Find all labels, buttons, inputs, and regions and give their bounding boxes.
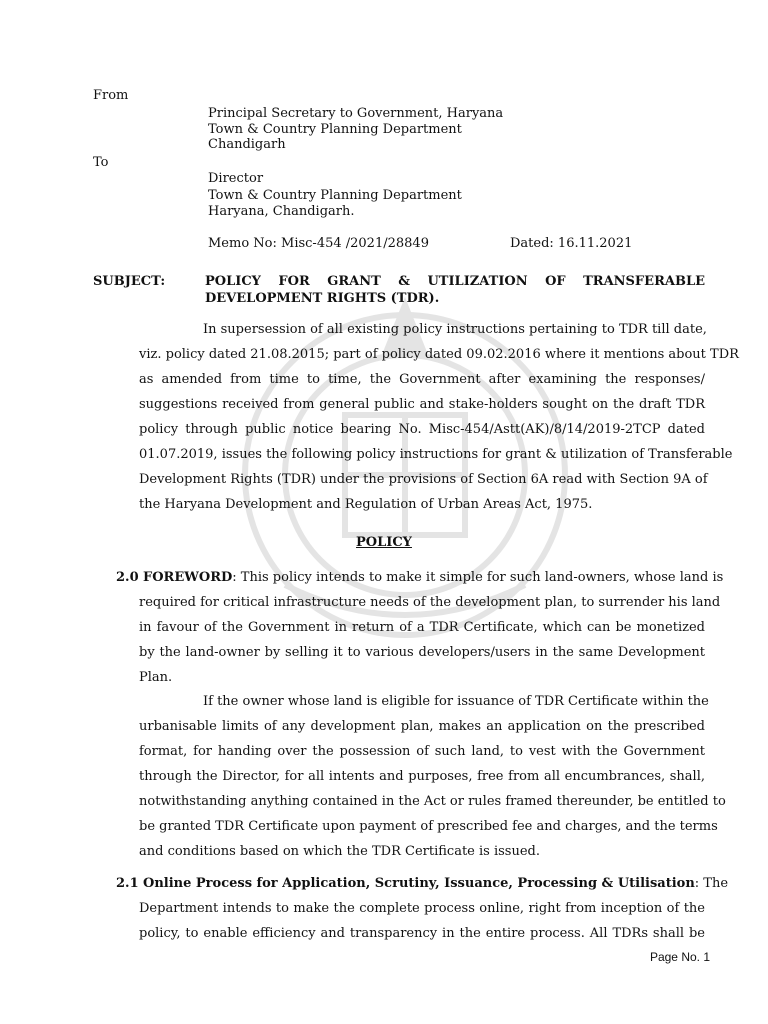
section-2-1-first-line xyxy=(143,876,729,892)
from-line-2: Town & Country Planning Department xyxy=(208,122,462,137)
from-line-3: Chandigarh xyxy=(208,137,286,152)
subject-line-1: POLICY FOR GRANT & UTILIZATION OF TRANSFERABLE xyxy=(205,274,705,289)
section-2-1-number: 2.1 xyxy=(116,876,139,891)
section-2-0-para2-line-3: format, for handing over the possession of such land, to vest with the Government xyxy=(139,744,705,759)
memo-number: Memo No: Misc-454 /2021/28849 xyxy=(208,236,429,251)
to-line-1: Director xyxy=(208,171,264,186)
memo-date: Dated: 16.11.2021 xyxy=(510,236,633,251)
intro-line-4: suggestions received from general public and stake-holders sought on the draft TDR xyxy=(139,397,705,412)
section-2-0-para2-line-4: through the Director, for all intents and purposes, free from all encumbrances, shall, xyxy=(139,769,705,784)
subject-label: SUBJECT: xyxy=(93,274,166,289)
intro-line-8: the Haryana Development and Regulation of Urban Areas Act, 1975. xyxy=(139,497,593,512)
from-label: From xyxy=(93,88,129,103)
section-2-0-line-4: Plan. xyxy=(139,670,173,685)
intro-line-7: Development Rights (TDR) under the provisions of Section 6A read with Section 9A of xyxy=(139,472,708,487)
intro-line-6: 01.07.2019, issues the following policy instructions for grant & utilization of Transferable xyxy=(139,447,733,462)
section-2-0-para2-line-1: If the owner whose land is eligible for issuance of TDR Certificate within the xyxy=(203,694,709,709)
section-2-0-line-1: required for critical infrastructure needs of the development plan, to surrender his land xyxy=(139,595,721,610)
section-2-0-para2-line-7: and conditions based on which the TDR Certificate is issued. xyxy=(139,844,540,859)
section-2-0-para2-line-5: notwithstanding anything contained in the Act or rules framed thereunder, be entitled to xyxy=(139,794,726,809)
section-2-0-title: FOREWORD xyxy=(143,570,233,585)
section-2-1-title: Online Process for Application, Scrutiny, Issuance, Processing & Utilisation xyxy=(143,876,695,891)
to-line-3: Haryana, Chandigarh. xyxy=(208,204,355,219)
intro-line-2: viz. policy dated 21.08.2015; part of policy dated 09.02.2016 where it mentions about TDR xyxy=(139,347,739,362)
page-number: Page No. 1 xyxy=(649,950,710,964)
section-2-1-first-line-rest: : The xyxy=(694,876,729,891)
section-2-1-line-2: policy, to enable efficiency and transparency in the entire process. All TDRs shall be xyxy=(139,926,705,941)
section-2-0-first-line xyxy=(143,570,724,586)
section-2-0-number: 2.0 xyxy=(116,570,139,585)
subject-line-2: DEVELOPMENT RIGHTS (TDR). xyxy=(205,291,440,306)
section-2-1-line-1: Department intends to make the complete process online, right from inception of the xyxy=(139,901,705,916)
intro-line-5: policy through public notice bearing No. Misc-454/Astt(AK)/8/14/2019-2TCP dated xyxy=(139,422,705,437)
to-label: To xyxy=(93,155,109,170)
intro-line-1: In supersession of all existing policy instructions pertaining to TDR till date, xyxy=(203,322,707,337)
section-2-0-para2-line-2: urbanisable limits of any development plan, makes an application on the prescribed xyxy=(139,719,705,734)
section-2-0-line-2: in favour of the Government in return of a TDR Certificate, which can be monetized xyxy=(139,620,705,635)
section-2-0-first-line-rest: : This policy intends to make it simple for such land-owners, whose land is xyxy=(232,570,724,585)
policy-heading: POLICY xyxy=(356,535,412,550)
intro-line-3: as amended from time to time, the Government after examining the responses/ xyxy=(139,372,705,387)
to-line-2: Town & Country Planning Department xyxy=(208,188,462,203)
from-line-1: Principal Secretary to Government, Haryana xyxy=(208,106,504,121)
section-2-0-line-3: by the land-owner by selling it to various developers/users in the same Development xyxy=(139,645,705,660)
section-2-0-para2-line-6: be granted TDR Certificate upon payment of prescribed fee and charges, and the terms xyxy=(139,819,718,834)
